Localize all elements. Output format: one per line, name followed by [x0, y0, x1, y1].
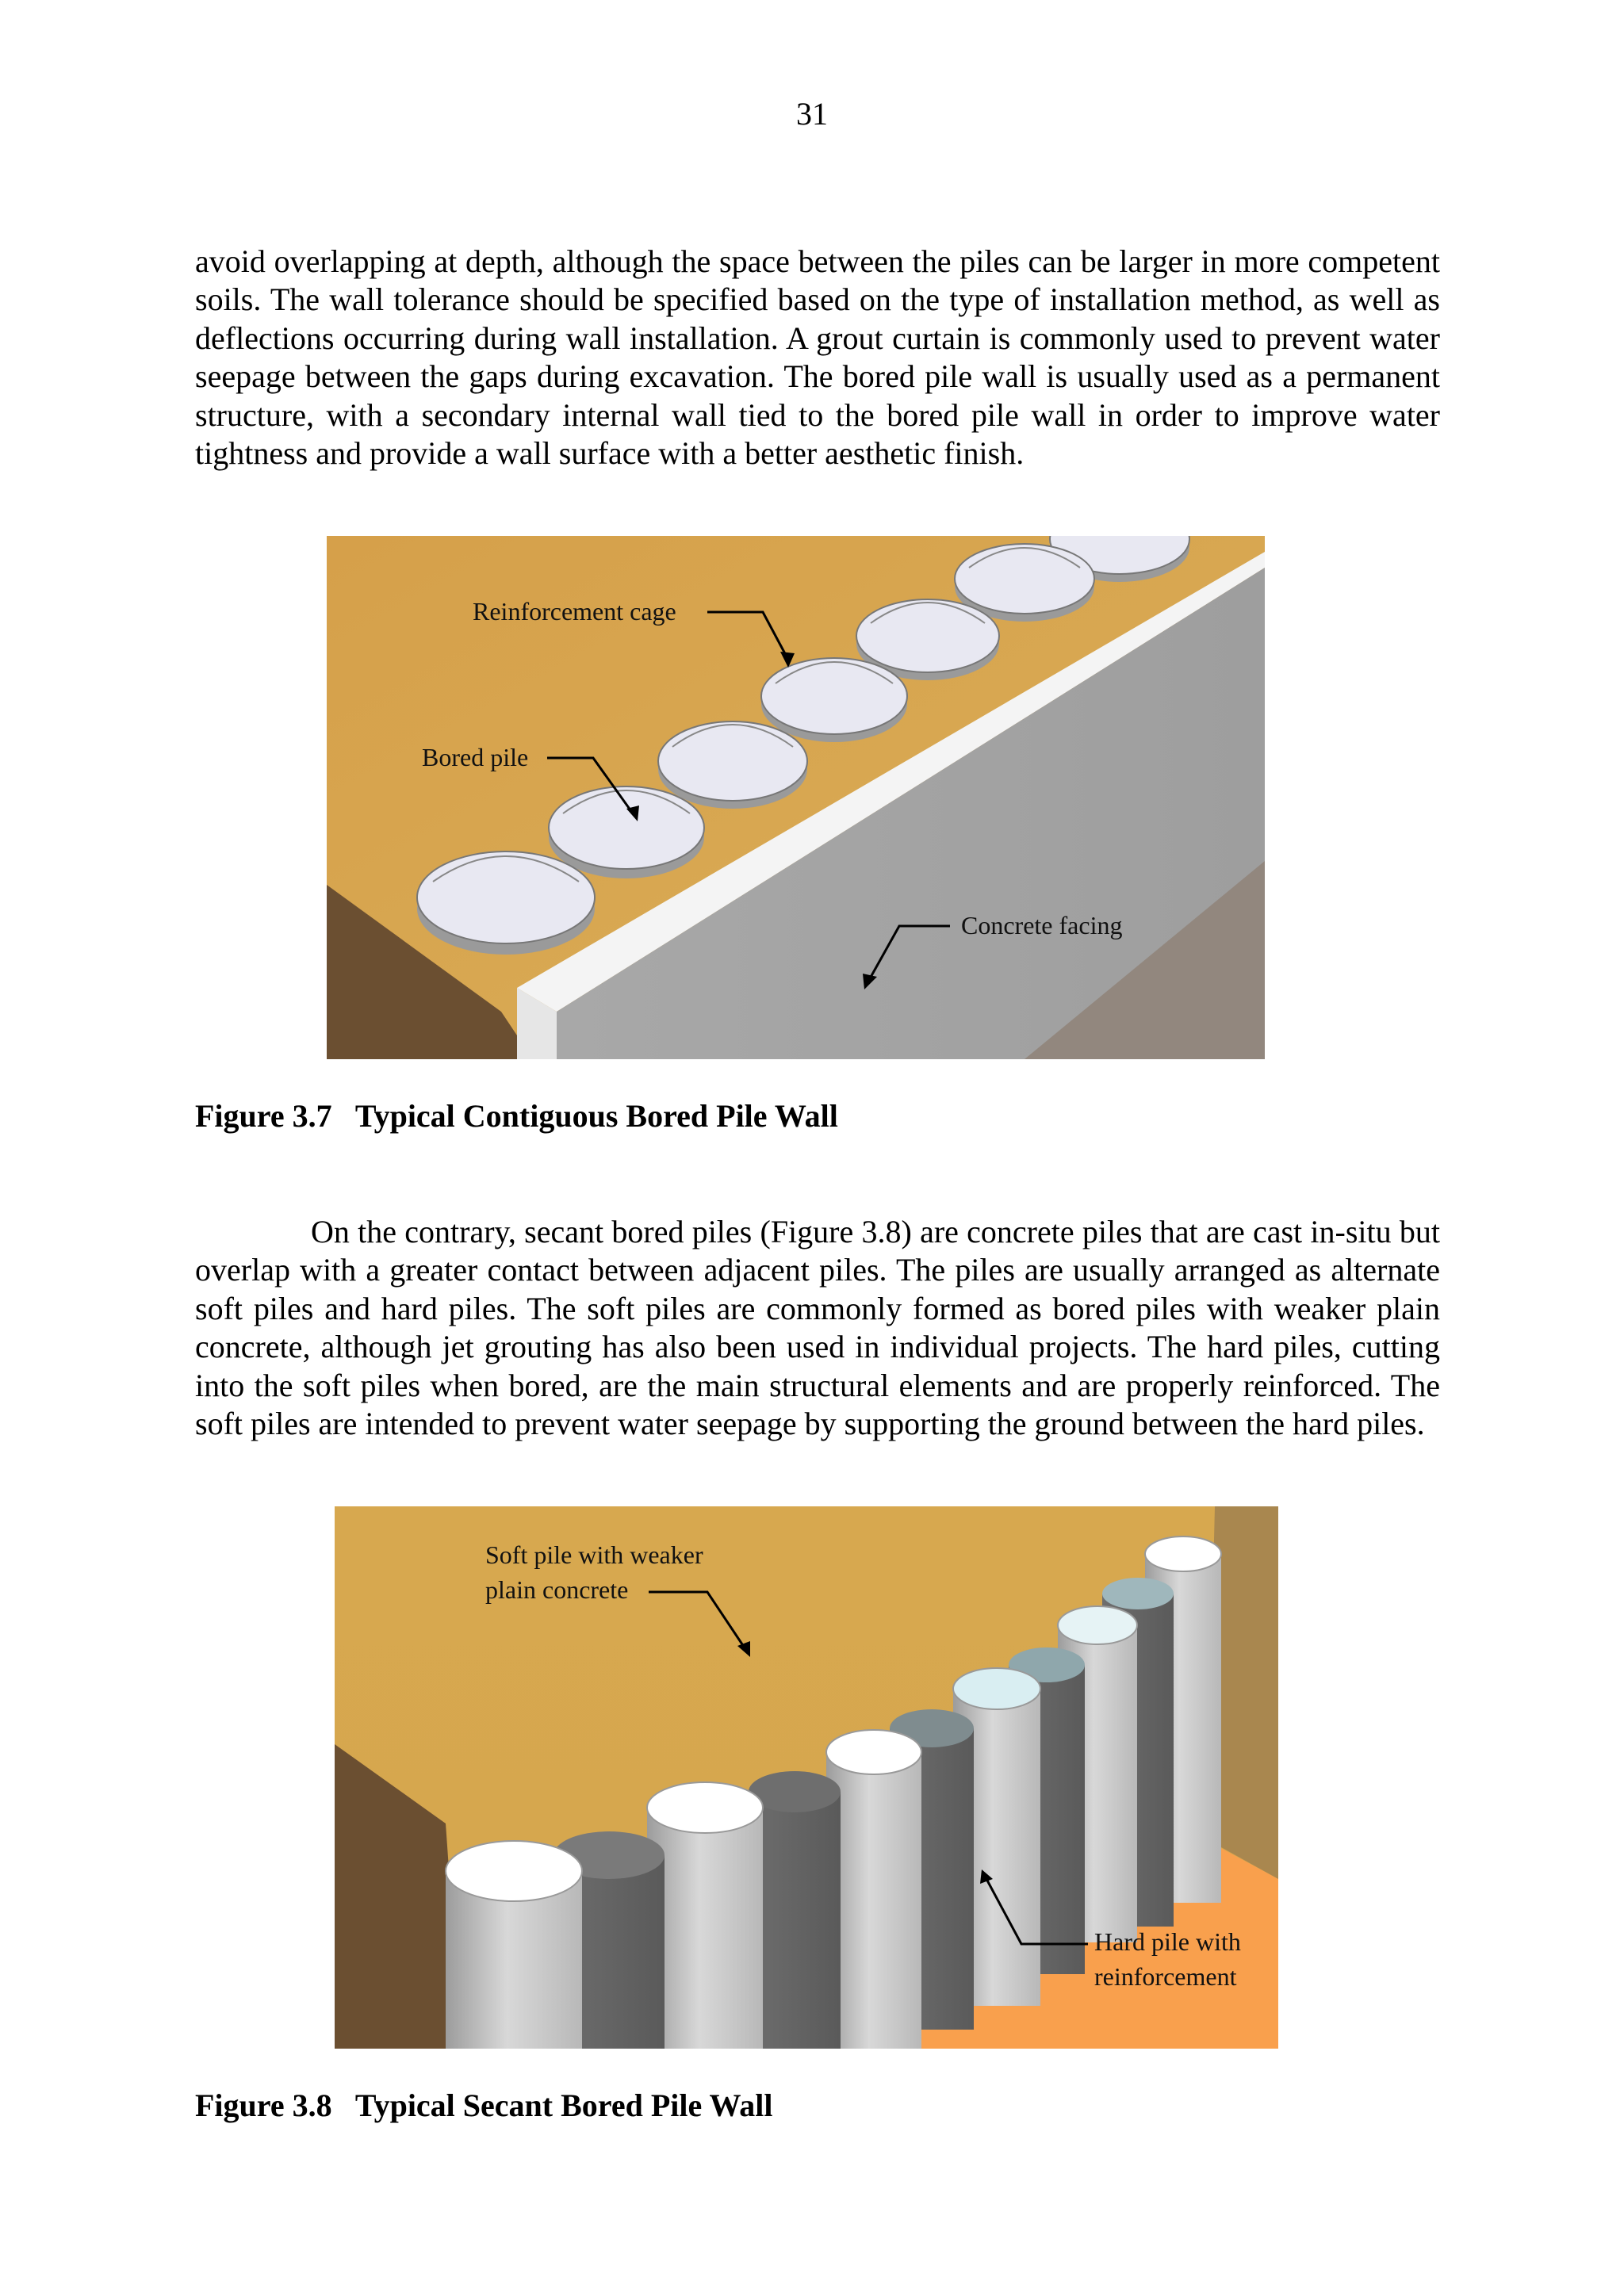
page-number: 31: [796, 96, 828, 132]
figure-secant-bored-pile-wall: [335, 1506, 1278, 2049]
paragraph-2: On the contrary, secant bored piles (Figure 3.8) are concrete piles that are cast in-situ but overlap with a greater contact between adjacent piles. The piles are usually arranged as alternate soft piles and hard piles. The soft piles are commonly formed as bored piles with weaker plain concrete, although jet grouting has also been used in individual projects. The hard piles, cutting into the soft piles when bored, are the main structural elements and are properly reinforced. The soft piles are intended to prevent water seepage by supporting the ground between the hard piles.: [195, 1214, 1440, 1442]
paragraph-1: avoid overlapping at depth, although the space between the piles can be larger in more competent soils. The wall tolerance should be specified based on the type of installation method, as well as deflections occurring during wall installation. A grout curtain is commonly used to prevent water seepage between the gaps during excavation. The bored pile wall is usually used as a permanent structure, with a secondary internal wall tied to the bored pile wall in order to improve water tightness and provide a wall surface with a better aesthetic finish.: [195, 243, 1440, 472]
label-reinforcement-cage: Reinforcement cage: [473, 597, 676, 626]
label-concrete-facing: Concrete facing: [961, 911, 1123, 939]
label-soft-pile-line-2: plain concrete: [485, 1575, 629, 1604]
figure-3-7-caption: Figure 3.7 Typical Contiguous Bored Pile Wall: [195, 1098, 838, 1134]
label-hard-pile-line-1: Hard pile with: [1094, 1927, 1241, 1956]
figure-contiguous-bored-pile-wall: [327, 536, 1265, 1059]
label-bored-pile: Bored pile: [422, 743, 529, 771]
label-hard-pile-line-2: reinforcement: [1094, 1962, 1237, 1991]
figure-3-8-caption: Figure 3.8 Typical Secant Bored Pile Wall: [195, 2087, 773, 2123]
label-soft-pile-line-1: Soft pile with weaker: [485, 1540, 703, 1569]
